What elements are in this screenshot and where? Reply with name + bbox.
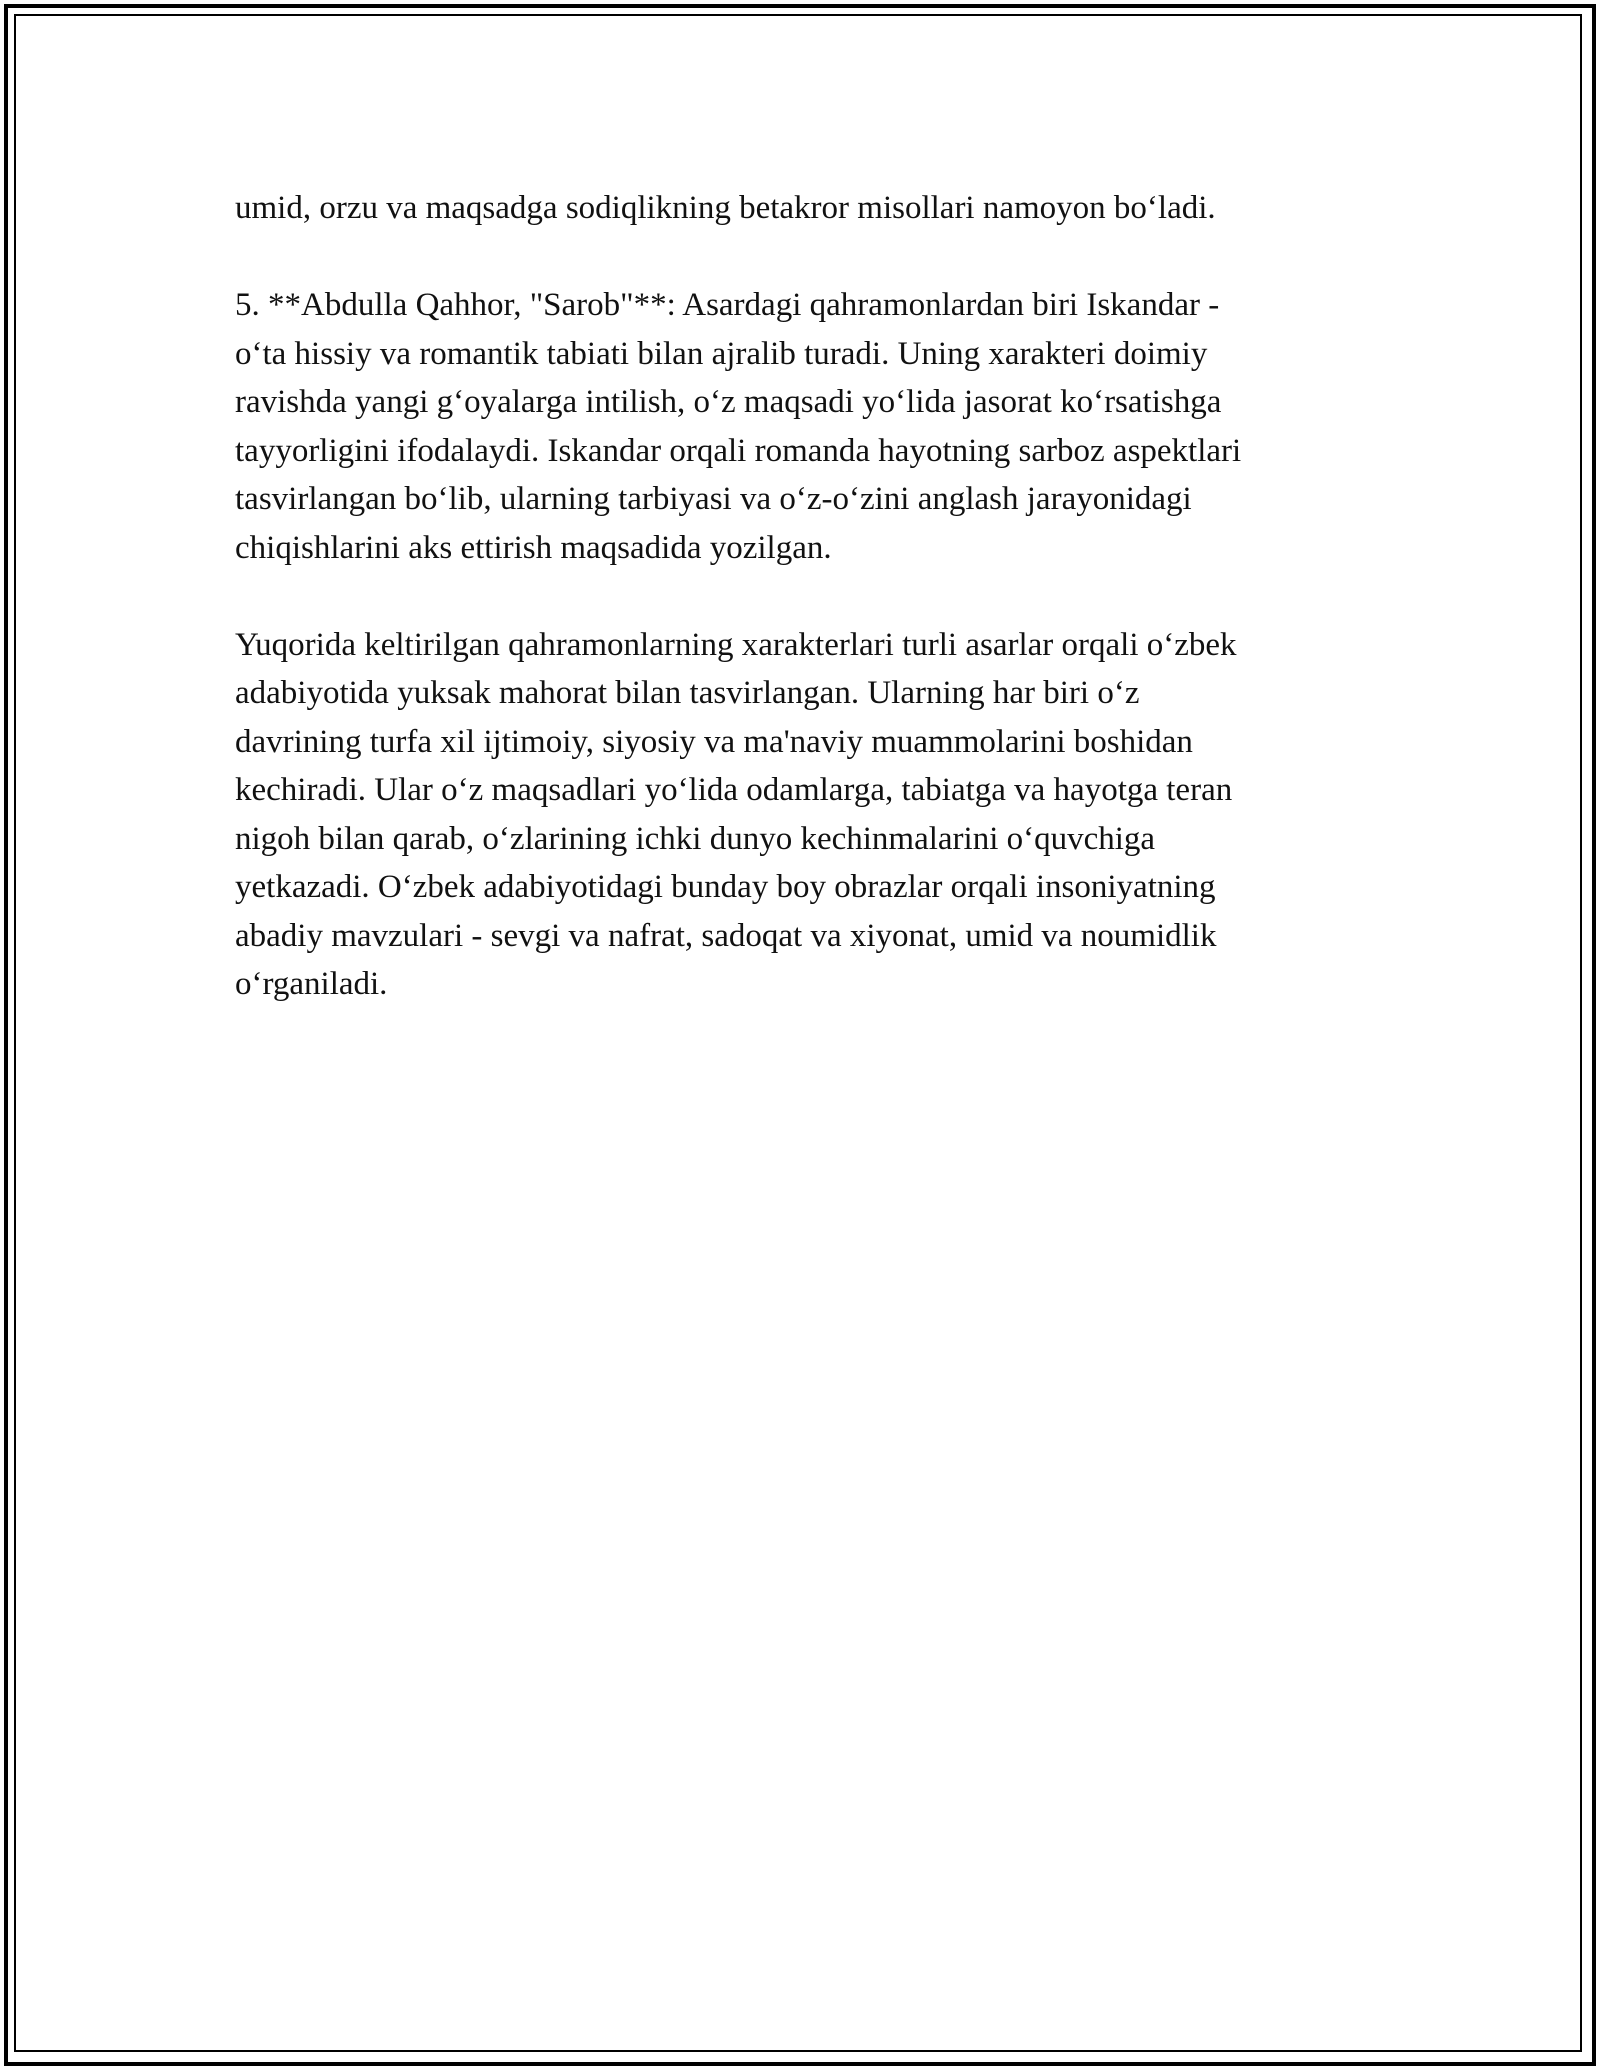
text-line: kechiradi. Ular o‘z maqsadlari yo‘lida odamlarga, tabiatga va hayotga teran	[235, 772, 1233, 808]
text-line: nigoh bilan qarab, o‘zlarining ichki dunyo kechinmalarini o‘quvchiga	[235, 820, 1156, 857]
text-line: Yuqorida keltirilgan qahramonlarning xarakterlari turli asarlar orqali o‘zbek	[235, 626, 1237, 663]
document-body	[235, 184, 1375, 1057]
text-line: umid, orzu va maqsadga sodiqlikning betakror misollari namoyon bo‘ladi.	[235, 190, 1216, 226]
text-line: o‘rganiladi.	[235, 966, 388, 1002]
text-line: yetkazadi. O‘zbek adabiyotidagi bunday boy obrazlar orqali insoniyatning	[235, 869, 1216, 905]
text-line: tasvirlangan bo‘lib, ularning tarbiyasi va o‘z-o‘zini anglash jarayonidagi	[235, 481, 1192, 517]
text-line: chiqishlarini aks ettirish maqsadida yozilgan.	[235, 529, 832, 566]
paragraph-3	[235, 621, 1375, 1009]
text-line: o‘ta hissiy va romantik tabiati bilan ajralib turadi. Uning xarakteri doimiy	[235, 335, 1208, 372]
paragraph-2	[235, 281, 1375, 572]
text-line: ravishda yangi g‘oyalarga intilish, o‘z maqsadi yo‘lida jasorat ko‘rsatishga	[235, 384, 1222, 420]
text-line: davrining turfa xil ijtimoiy, siyosiy va ma'naviy muammolarini boshidan	[235, 723, 1193, 760]
paragraph-1	[235, 184, 1375, 233]
text-line: 5. **Abdulla Qahhor, "Sarob"**: Asardagi qahramonlardan biri Iskandar -	[235, 287, 1220, 323]
text-line: abadiy mavzulari - sevgi va nafrat, sadoqat va xiyonat, umid va noumidlik	[235, 917, 1217, 954]
text-line: adabiyotida yuksak mahorat bilan tasvirlangan. Ularning har biri o‘z	[235, 675, 1140, 711]
text-line: tayyorligini ifodalaydi. Iskandar orqali romanda hayotning sarboz aspektlari	[235, 432, 1242, 469]
